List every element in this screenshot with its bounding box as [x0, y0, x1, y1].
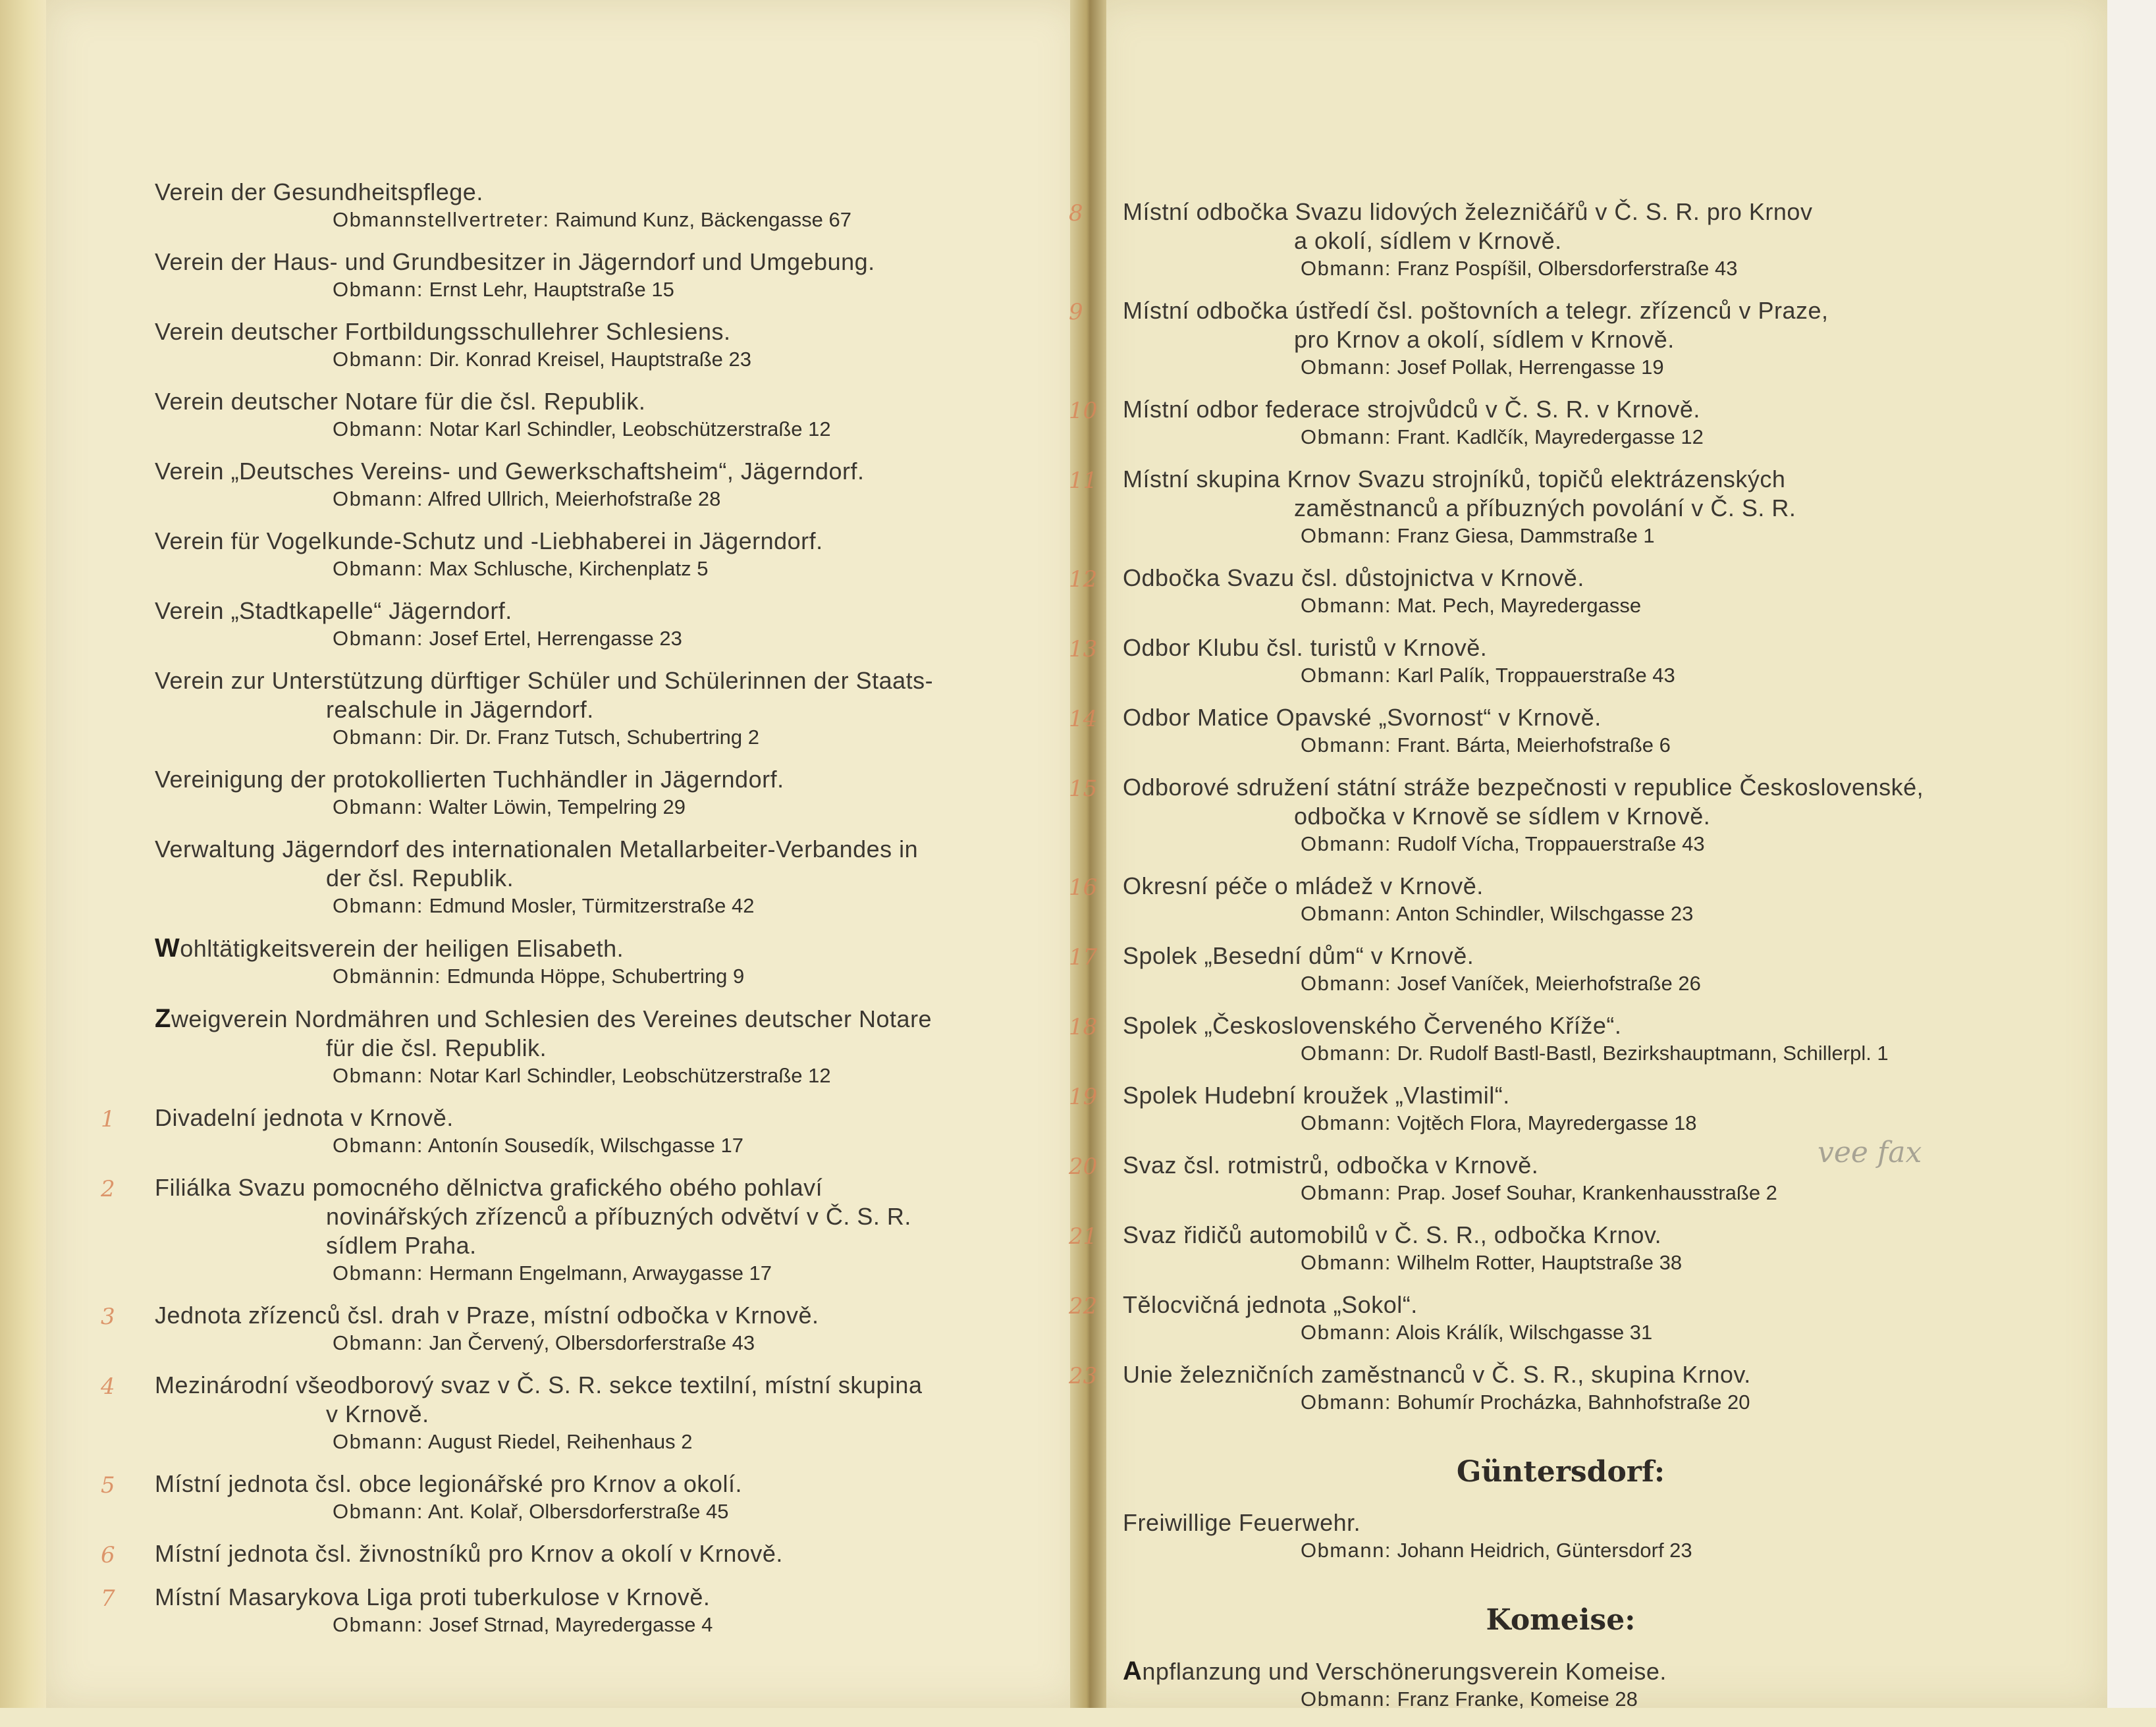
directory-entry: [155, 1004, 1037, 1089]
entry-officer: [155, 794, 1037, 820]
right-entries-list: [1069, 198, 1999, 1727]
entry-title: Odbor Matice Opavské „Svornost“ v Krnově.: [1123, 704, 1602, 731]
entry-title: Svaz čsl. rotmistrů, odbočka v Krnově.: [1123, 1152, 1539, 1179]
handwritten-number: 5: [101, 1472, 115, 1499]
officer-role: Obmann:: [1301, 972, 1392, 995]
officer-name-address: Antonín Sousedík, Wilschgasse 17: [423, 1134, 743, 1157]
entry-title-text: weigverein Nordmähren und Schlesien des Vereines deutscher Notare: [171, 1005, 932, 1032]
entry-title-continued: für die čsl. Republik.: [326, 1034, 547, 1061]
entry-title: Místní odbočka ústředí čsl. poštovních a telegr. zřízenců v Praze,: [1123, 297, 1829, 324]
handwritten-number: 16: [1069, 874, 1098, 901]
handwritten-number: 18: [1069, 1014, 1098, 1040]
officer-name-address: Josef Ertel, Herrengasse 23: [423, 627, 682, 650]
entry-officer: [1123, 1180, 1999, 1206]
entry-officer: [155, 277, 1037, 303]
entry-officer: [1123, 255, 1999, 282]
directory-entry: [101, 1103, 1037, 1159]
officer-role: Obmann:: [1301, 664, 1392, 687]
officer-name-address: Dir. Dr. Franz Tutsch, Schubertring 2: [423, 726, 759, 749]
entry-title-continued: odbočka v Krnově se sídlem v Krnově.: [1294, 803, 1711, 830]
officer-role: Obmann:: [333, 726, 424, 749]
directory-entry: [101, 1539, 1037, 1568]
handwritten-number: 21: [1069, 1223, 1098, 1250]
officer-role: Obmann:: [333, 557, 424, 580]
officer-name-address: Franz Giesa, Dammstraße 1: [1391, 524, 1655, 547]
directory-entry: [1069, 564, 1999, 619]
officer-role: Obmannstellvertreter:: [333, 208, 550, 231]
entry-officer: [155, 963, 1037, 990]
officer-name-address: Edmunda Höppe, Schubertring 9: [441, 965, 745, 988]
entry-officer: [1123, 831, 1999, 857]
officer-name-address: Raimund Kunz, Bäckengasse 67: [549, 208, 851, 231]
entry-officer: [1123, 1389, 1999, 1416]
entry-initial: W: [155, 934, 180, 963]
entry-title-continued: der čsl. Republik.: [326, 864, 514, 891]
officer-name-address: Notar Karl Schindler, Leobschützerstraße 12: [423, 1064, 831, 1087]
entry-title-text: npflanzung und Verschönerungsverein Komeise.: [1142, 1658, 1667, 1685]
entry-title-continued: realschule in Jägerndorf.: [326, 696, 594, 723]
directory-entry: [1069, 872, 1999, 927]
directory-entry: [155, 387, 1037, 442]
officer-role: Obmann:: [1301, 733, 1392, 757]
officer-name-address: Dr. Rudolf Bastl-Bastl, Bezirkshauptmann, Schillerpl. 1: [1391, 1042, 1889, 1065]
handwritten-number: 9: [1069, 299, 1083, 325]
officer-name-address: Johann Heidrich, Güntersdorf 23: [1391, 1539, 1692, 1562]
entry-officer: [1123, 662, 1999, 689]
entry-officer: [1123, 523, 1999, 549]
entry-title: Verein zur Unterstützung dürftiger Schüler und Schülerinnen der Staats-: [155, 667, 934, 694]
entry-title: Verein deutscher Fortbildungsschullehrer Schlesiens.: [155, 318, 731, 345]
entry-officer: [155, 486, 1037, 512]
officer-role: Obmann:: [333, 894, 424, 917]
entry-title: Verein für Vogelkunde-Schutz und -Liebhaberei in Jägerndorf.: [155, 527, 823, 554]
officer-role: Obmann:: [1301, 257, 1392, 280]
entry-officer: [155, 1132, 1037, 1159]
officer-name-address: Alfred Ullrich, Meierhofstraße 28: [423, 487, 721, 510]
officer-role: Obmann:: [1301, 524, 1392, 547]
entry-officer: [1123, 593, 1999, 619]
officer-name-address: Franz Pospíšil, Olbersdorferstraße 43: [1391, 257, 1738, 280]
handwritten-number: 15: [1069, 776, 1098, 802]
entry-title-continued: sídlem Praha.: [326, 1232, 477, 1259]
entry-title-continued: v Krnově.: [326, 1400, 429, 1427]
officer-role: Obmann:: [1301, 1687, 1392, 1711]
officer-role: Obmann:: [1301, 1391, 1392, 1414]
book-gutter: [1070, 0, 1106, 1708]
entry-title: Spolek „Besední dům“ v Krnově.: [1123, 942, 1474, 969]
section-heading: Komeise:: [1486, 1603, 1636, 1637]
handwritten-number: 8: [1069, 200, 1083, 226]
officer-name-address: Franz Franke, Komeise 28: [1391, 1687, 1638, 1711]
entry-title: Vereinigung der protokollierten Tuchhändler in Jägerndorf.: [155, 766, 784, 793]
officer-role: Obmann:: [333, 795, 424, 818]
entry-officer: [155, 556, 1037, 582]
officer-name-address: Karl Palík, Troppauerstraße 43: [1391, 664, 1675, 687]
officer-name-address: Bohumír Procházka, Bahnhofstraße 20: [1391, 1391, 1750, 1414]
entry-officer: [155, 1260, 1037, 1287]
entry-title: [1123, 1657, 1999, 1686]
handwritten-number: 22: [1069, 1293, 1098, 1319]
entry-officer: [155, 1063, 1037, 1089]
entry-title: Verein der Haus- und Grundbesitzer in Jägerndorf und Umgebung.: [155, 248, 875, 275]
entry-officer: [1123, 732, 1999, 758]
entry-officer: [1123, 354, 1999, 381]
entry-title: Spolek Hudební kroužek „Vlastimil“.: [1123, 1082, 1510, 1109]
entry-title: Odbor Klubu čsl. turistů v Krnově.: [1123, 634, 1488, 661]
handwritten-number: 20: [1069, 1154, 1098, 1180]
entry-title: Spolek „Československého Červeného Kříže“.: [1123, 1012, 1622, 1039]
officer-name-address: Prap. Josef Souhar, Krankenhausstraße 2: [1391, 1181, 1777, 1204]
handwritten-number: 23: [1069, 1363, 1098, 1389]
officer-name-address: Anton Schindler, Wilschgasse 23: [1391, 902, 1694, 925]
directory-entry: [155, 666, 1037, 751]
handwritten-number: 14: [1069, 706, 1098, 732]
handwritten-number: 6: [101, 1542, 115, 1568]
entry-initial: Z: [155, 1004, 171, 1033]
officer-role: Obmann:: [1301, 1321, 1392, 1344]
officer-role: Obmann:: [1301, 1111, 1392, 1134]
handwritten-number: 17: [1069, 944, 1098, 970]
entry-officer: [155, 1429, 1037, 1455]
directory-entry: [1069, 633, 1999, 689]
officer-name-address: Notar Karl Schindler, Leobschützerstraße 12: [423, 417, 831, 440]
officer-role: Obmann:: [1301, 1181, 1392, 1204]
officer-role: Obmann:: [333, 1613, 424, 1636]
officer-role: Obmann:: [1301, 356, 1392, 379]
officer-role: Obmann:: [333, 1500, 424, 1523]
directory-entry: [155, 527, 1037, 582]
entry-officer: [155, 625, 1037, 652]
entry-title-continued: zaměstnanců a příbuzných povolání v Č. S. R.: [1294, 494, 1796, 521]
entry-officer: [155, 346, 1037, 373]
entry-officer: [155, 893, 1037, 919]
officer-role: Obmann:: [1301, 832, 1392, 855]
officer-role: Obmann:: [333, 1430, 424, 1453]
directory-entry: [1069, 703, 1999, 758]
entry-officer: [155, 207, 1037, 233]
officer-name-address: Rudolf Vícha, Troppauerstraße 43: [1391, 832, 1705, 855]
handwritten-number: 4: [101, 1373, 115, 1400]
entry-title-continued: pro Krnov a okolí, sídlem v Krnově.: [1294, 326, 1675, 353]
entry-title: Verein „Stadtkapelle“ Jägerndorf.: [155, 597, 512, 624]
officer-role: Obmann:: [333, 487, 424, 510]
directory-entry: [155, 597, 1037, 652]
entry-title: Místní odbočka Svazu lidových železničářů v Č. S. R. pro Krnov: [1123, 198, 1813, 225]
officer-role: Obmann:: [1301, 1539, 1392, 1562]
officer-name-address: Dir. Konrad Kreisel, Hauptstraße 23: [423, 348, 751, 371]
right-margin: [2107, 0, 2156, 1708]
officer-role: Obmann:: [1301, 594, 1392, 617]
officer-name-address: Vojtěch Flora, Mayredergasse 18: [1391, 1111, 1697, 1134]
officer-role: Obmann:: [333, 1134, 424, 1157]
directory-entry: [155, 835, 1037, 919]
entry-title: Verein „Deutsches Vereins- und Gewerkschaftsheim“, Jägerndorf.: [155, 458, 865, 485]
officer-role: Obmännin:: [333, 965, 442, 988]
directory-entry: [1069, 773, 1999, 857]
handwritten-number: 7: [101, 1585, 115, 1612]
entry-title-continued: a okolí, sídlem v Krnově.: [1294, 227, 1562, 254]
entry-title: Místní odbor federace strojvůdců v Č. S. R. v Krnově.: [1123, 396, 1700, 423]
directory-entry: [1069, 1290, 1999, 1346]
officer-role: Obmann:: [333, 348, 424, 371]
handwritten-number: 12: [1069, 566, 1098, 593]
officer-name-address: Ernst Lehr, Hauptstraße 15: [423, 278, 674, 301]
officer-name-address: Edmund Mosler, Türmitzerstraße 42: [423, 894, 755, 917]
directory-entry: [101, 1583, 1037, 1638]
officer-name-address: Max Schlusche, Kirchenplatz 5: [423, 557, 709, 580]
entry-initial: A: [1123, 1657, 1143, 1686]
entry-title: [155, 1004, 1037, 1034]
entry-title: Tělocvičná jednota „Sokol“.: [1123, 1291, 1418, 1318]
directory-entry: [1069, 465, 1999, 549]
entry-title: Odborové sdružení státní stráže bezpečnosti v republice Československé,: [1123, 774, 1924, 801]
entry-title: Mezinárodní všeodborový svaz v Č. S. R. sekce textilní, místní skupina: [155, 1371, 923, 1398]
officer-role: Obmann:: [1301, 902, 1392, 925]
officer-role: Obmann:: [1301, 425, 1392, 448]
officer-name-address: Josef Pollak, Herrengasse 19: [1391, 356, 1664, 379]
entry-title: Odbočka Svazu čsl. důstojnictva v Krnově.: [1123, 564, 1584, 591]
handwritten-number: 11: [1069, 467, 1098, 494]
entry-officer: [155, 724, 1037, 751]
entry-title: Místní jednota čsl. obce legionářské pro Krnov a okolí.: [155, 1470, 742, 1497]
entry-title: Verein der Gesundheitspflege.: [155, 178, 483, 205]
entry-officer: [1123, 1250, 1999, 1276]
directory-entry: [101, 1470, 1037, 1525]
entry-title: Verwaltung Jägerndorf des internationalen Metallarbeiter-Verbandes in: [155, 836, 919, 863]
officer-name-address: Mat. Pech, Mayredergasse: [1391, 594, 1642, 617]
book-edge: [0, 0, 46, 1708]
entry-title: Filiálka Svazu pomocného dělnictva grafického obého pohlaví: [155, 1174, 823, 1201]
directory-entry: [1123, 1657, 1999, 1713]
officer-name-address: Jan Červený, Olbersdorferstraße 43: [423, 1331, 755, 1354]
entry-officer: [155, 416, 1037, 442]
directory-entry: [155, 178, 1037, 233]
pencil-annotation: vee fax: [1818, 1136, 1922, 1169]
officer-role: Obmann:: [1301, 1042, 1392, 1065]
directory-entry: [101, 1173, 1037, 1287]
entry-title-continued: novinářských zřízenců a příbuzných odvětví v Č. S. R.: [326, 1203, 911, 1230]
entry-title: Okresní péče o mládež v Krnově.: [1123, 872, 1484, 899]
entry-officer: [1123, 424, 1999, 450]
entry-title: Verein deutscher Notare für die čsl. Republik.: [155, 388, 646, 415]
officer-name-address: Wilhelm Rotter, Hauptstraße 38: [1391, 1251, 1683, 1274]
entry-officer: [1123, 1040, 1999, 1067]
section-heading: Güntersdorf:: [1456, 1455, 1665, 1489]
handwritten-number: 2: [101, 1176, 115, 1202]
officer-name-address: Hermann Engelmann, Arwaygasse 17: [423, 1262, 772, 1285]
entry-title-text: ohltätigkeitsverein der heiligen Elisabeth.: [180, 935, 624, 962]
officer-role: Obmann:: [333, 278, 424, 301]
directory-entry: [1069, 1221, 1999, 1276]
handwritten-number: 1: [101, 1106, 115, 1132]
entry-title: Jednota zřízenců čsl. drah v Praze, místní odbočka v Krnově.: [155, 1302, 819, 1329]
entry-officer: [1123, 1686, 1999, 1713]
directory-entry: [155, 248, 1037, 303]
officer-name-address: Frant. Kadlčík, Mayredergasse 12: [1391, 425, 1704, 448]
entry-officer: [155, 1499, 1037, 1525]
officer-name-address: August Riedel, Reihenhaus 2: [423, 1430, 693, 1453]
officer-role: Obmann:: [333, 1064, 424, 1087]
entry-title: Svaz řidičů automobilů v Č. S. R., odbočka Krnov.: [1123, 1221, 1662, 1248]
entry-title: Divadelní jednota v Krnově.: [155, 1104, 454, 1131]
handwritten-number: 10: [1069, 398, 1098, 424]
directory-entry: [1069, 395, 1999, 450]
entry-title: Unie železničních zaměstnanců v Č. S. R., skupina Krnov.: [1123, 1361, 1751, 1388]
directory-entry: [1069, 1360, 1999, 1416]
officer-name-address: Walter Löwin, Tempelring 29: [423, 795, 686, 818]
entry-officer: [1123, 1537, 1999, 1564]
handwritten-number: 3: [101, 1304, 115, 1330]
entry-officer: [155, 1612, 1037, 1638]
entry-title: Místní Masarykova Liga proti tuberkulose v Krnově.: [155, 1583, 711, 1610]
officer-name-address: Josef Vaníček, Meierhofstraße 26: [1391, 972, 1701, 995]
directory-entry: [155, 457, 1037, 512]
directory-entry: [101, 1301, 1037, 1356]
left-entries-list: [101, 178, 1037, 1653]
entry-officer: [1123, 1110, 1999, 1136]
officer-name-address: Ant. Kolař, Olbersdorferstraße 45: [423, 1500, 729, 1523]
officer-role: Obmann:: [333, 1262, 424, 1285]
entry-officer: [155, 1330, 1037, 1356]
directory-entry: [1069, 296, 1999, 381]
directory-entry: [1123, 1508, 1999, 1564]
directory-entry: [155, 765, 1037, 820]
entry-title: [155, 934, 1037, 963]
directory-entry: [1069, 942, 1999, 997]
directory-entry: [1069, 1011, 1999, 1067]
entry-title: Místní skupina Krnov Svazu strojníků, topičů elektrázenských: [1123, 465, 1786, 492]
entry-officer: [1123, 901, 1999, 927]
officer-role: Obmann:: [333, 627, 424, 650]
officer-role: Obmann:: [333, 1331, 424, 1354]
officer-role: Obmann:: [333, 417, 424, 440]
directory-entry: [1069, 198, 1999, 282]
entry-title: Freiwillige Feuerwehr.: [1123, 1509, 1361, 1536]
entry-title: Místní jednota čsl. živnostníků pro Krnov a okolí v Krnově.: [155, 1540, 783, 1567]
officer-role: Obmann:: [1301, 1251, 1392, 1274]
directory-entry: [101, 1371, 1037, 1455]
directory-entry: [155, 934, 1037, 990]
officer-name-address: Josef Strnad, Mayredergasse 4: [423, 1613, 713, 1636]
directory-entry: [155, 317, 1037, 373]
handwritten-number: 19: [1069, 1084, 1098, 1110]
officer-name-address: Alois Králík, Wilschgasse 31: [1391, 1321, 1653, 1344]
handwritten-number: 13: [1069, 636, 1098, 662]
entry-officer: [1123, 1319, 1999, 1346]
officer-name-address: Frant. Bárta, Meierhofstraße 6: [1391, 733, 1671, 757]
directory-entry: [1069, 1081, 1999, 1136]
entry-officer: [1123, 970, 1999, 997]
